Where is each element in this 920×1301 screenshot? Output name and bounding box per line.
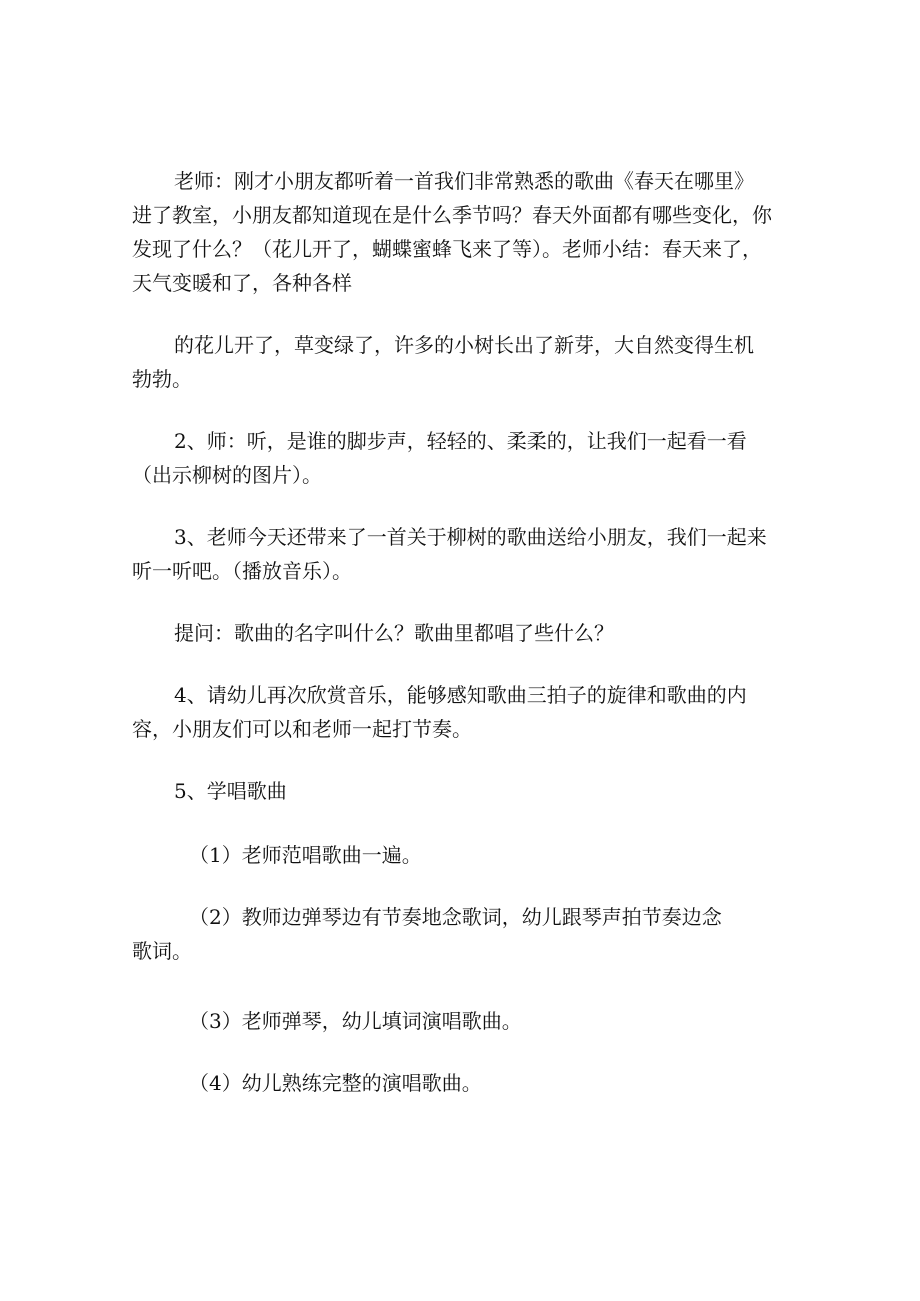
paragraph-line: 2、师：听，是谁的脚步声，轻轻的、柔柔的，让我们一起看一看 — [174, 429, 747, 453]
paragraph-line: 天气变暖和了，各种各样 — [132, 271, 352, 295]
paragraph-line: （1）老师范唱歌曲一遍。 — [189, 843, 422, 867]
paragraph-substep-3 — [132, 1004, 792, 1038]
paragraph-line: 听一听吧。（播放音乐）。 — [132, 559, 352, 583]
paragraph-line: 容，小朋友们可以和老师一起打节奏。 — [132, 717, 472, 741]
paragraph-line: 歌词。 — [132, 939, 192, 963]
paragraph-line: 5、学唱歌曲 — [174, 779, 287, 803]
paragraph-line: 发现了什么？（花儿开了，蝴蝶蜜蜂飞来了等）。老师小结：春天来了， — [132, 237, 762, 261]
paragraph-line: （4）幼儿熟练完整的演唱歌曲。 — [189, 1071, 482, 1095]
paragraph-line: 老师：刚才小朋友都听着一首我们非常熟悉的歌曲《春天在哪里》 — [174, 169, 754, 193]
paragraph-line: （2）教师边弹琴边有节奏地念歌词，幼儿跟琴声拍节奏边念 — [189, 905, 722, 929]
paragraph-line: 的花儿开了，草变绿了，许多的小树长出了新芽，大自然变得生机 — [174, 333, 754, 357]
paragraph-line: （出示柳树的图片）。 — [132, 463, 322, 487]
paragraph-line: 3、老师今天还带来了一首关于柳树的歌曲送给小朋友，我们一起来 — [174, 525, 767, 549]
paragraph-step-2 — [132, 424, 792, 492]
paragraph-step-3 — [132, 520, 792, 588]
paragraph-line: 提问：歌曲的名字叫什么？歌曲里都唱了些什么？ — [174, 621, 614, 645]
paragraph-step-5 — [132, 774, 792, 808]
paragraph-line: 进了教室，小朋友都知道现在是什么季节吗？春天外面都有哪些变化，你 — [132, 203, 772, 227]
paragraph-line: 4、请幼儿再次欣赏音乐，能够感知歌曲三拍子的旋律和歌曲的内 — [174, 683, 747, 707]
paragraph-line: 勃勃。 — [132, 367, 192, 391]
paragraph-substep-4 — [132, 1066, 792, 1100]
paragraph-line: （3）老师弹琴，幼儿填词演唱歌曲。 — [189, 1009, 522, 1033]
paragraph-step-4 — [132, 678, 792, 746]
paragraph-intro — [132, 164, 792, 300]
paragraph-spring-summary — [132, 328, 792, 396]
paragraph-substep-2 — [132, 900, 792, 968]
paragraph-substep-1 — [132, 838, 792, 872]
paragraph-question — [132, 616, 792, 650]
